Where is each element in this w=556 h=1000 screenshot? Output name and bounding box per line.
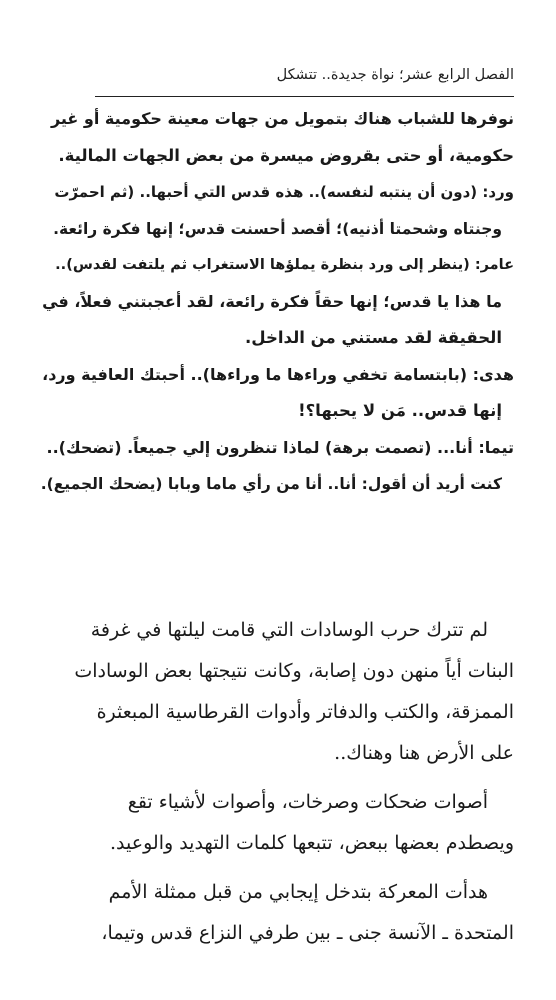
narrative-line: هدأت المعركة بتدخل إيجابي من قبل ممثلة الأمم — [108, 881, 488, 903]
dialogue-line: كنت أريد أن أقول: أنا.. أنا من رأي ماما وبابا (يضحك الجميع). — [40, 475, 502, 493]
dialogue-line: هدى: (بابتسامة تخفي وراءها ما وراءها).. أحبتك العافية ورد، — [42, 364, 514, 384]
dialogue-line: الحقيقة لقد مستني من الداخل. — [245, 328, 502, 347]
paragraph-gap — [40, 864, 514, 872]
dialogue-line: عامر: (ينظر إلى ورد بنظرة يملؤها الاستغراب ثم يلتفت لقدس).. — [55, 257, 514, 273]
dialogue-line: حكومية، أو حتى بقروض ميسرة من بعض الجهات المالية. — [58, 145, 514, 165]
dialogue-line: ورد: (دون أن ينتبه لنفسه).. هذه قدس التي أحبها.. (ثم احمرّت — [54, 183, 514, 201]
dialogue-line: وجنتاه وشحمتا أذنيه)؛ أقصد أحسنت قدس؛ إنها فكرة رائعة. — [53, 219, 502, 238]
narrative-line: البنات أياً منهن دون إصابة، وكانت نتيجتها بعض الوسادات — [74, 660, 514, 682]
narrative-line: ويصطدم بعضها ببعض، تتبعها كلمات التهديد والوعيد. — [110, 832, 514, 854]
running-header: الفصل الرابع عشر؛ نواة جديدة.. تتشكل — [276, 67, 514, 83]
narrative-line: على الأرض هنا وهناك.. — [334, 742, 514, 764]
header-rule — [95, 96, 514, 97]
narrative-block — [40, 610, 514, 954]
dialogue-line: نوفرها للشباب هناك بتمويل من جهات معينة حكومية أو غير — [50, 109, 514, 128]
narrative-line: لم تترك حرب الوسادات التي قامت ليلتها في غرفة — [90, 619, 488, 641]
narrative-line: المتحدة ـ الآنسة جنى ـ بين طرفي النزاع قدس وتيما، — [101, 922, 514, 944]
narrative-line: أصوات ضحكات وصرخات، وأصوات لأشياء تقع — [127, 791, 488, 813]
dialogue-line: تيما: أنا... (تصمت برهة) لماذا تنظرون إلي جميعاً. (تضحك).. — [46, 437, 514, 457]
dialogue-line: إنها قدس.. مَن لا يحبها؟! — [298, 401, 502, 420]
dialogue-line: ما هذا يا قدس؛ إنها حقاً فكرة رائعة، لقد أعجبتني فعلاً، في — [42, 291, 502, 311]
narrative-line: الممزقة، والكتب والدفاتر وأدوات القرطاسية المبعثرة — [96, 701, 514, 723]
dialogue-block — [40, 101, 514, 503]
paragraph-gap — [40, 774, 514, 782]
